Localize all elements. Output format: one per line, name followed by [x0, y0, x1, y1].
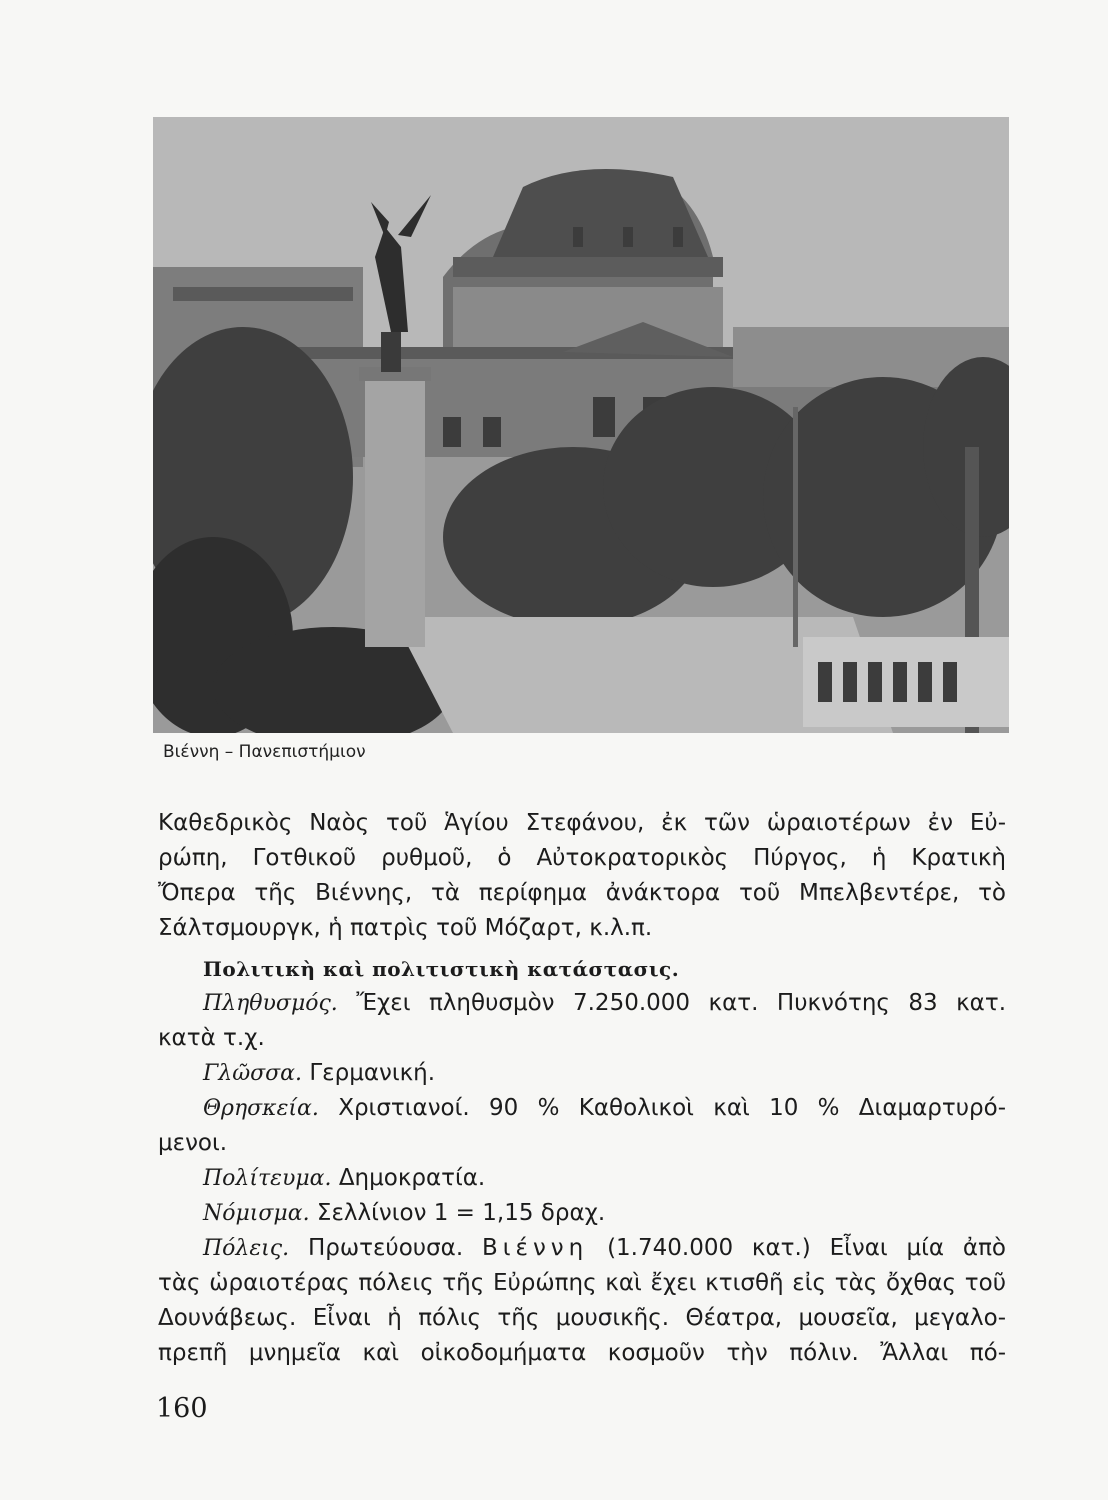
- government-text: Δημοκρατία.: [338, 1165, 486, 1191]
- paragraph-line: Ὄπερα τῆς Βιέννης, τὰ περίφημα ἀνάκτορα τοῦ Μπελβεντέρε, τὸ: [158, 880, 1006, 906]
- religion-continuation: μενοι.: [158, 1130, 228, 1156]
- paragraph-line: πρεπῆ μνημεῖα καὶ οἰκοδομήματα κοσμοῦν τὴν πόλιν. Ἄλλαι πό-: [158, 1340, 1006, 1366]
- paragraph-line: τὰς ὡραιοτέρας πόλεις τῆς Εὐρώπης καὶ ἔχει κτισθῆ εἰς τὰς ὄχθας τοῦ: [158, 1270, 1006, 1296]
- religion-line: [203, 1091, 1006, 1126]
- cities-label: Πόλεις.: [203, 1236, 290, 1261]
- government-label: Πολίτευμα.: [203, 1166, 332, 1191]
- cities-line: [203, 1231, 1006, 1266]
- religion-label: Θρησκεία.: [203, 1096, 319, 1121]
- population-continuation: κατὰ τ.χ.: [158, 1025, 265, 1051]
- government-line: [203, 1161, 1006, 1196]
- page-number: 160: [156, 1393, 208, 1424]
- paragraph-line: Σάλτσμουργκ, ἡ πατρὶς τοῦ Μόζαρτ, κ.λ.π.: [158, 915, 653, 941]
- photo-vienna-university: [153, 117, 1009, 733]
- section-heading: Πολιτικὴ καὶ πολιτιστικὴ κατάστασις.: [203, 957, 680, 981]
- currency-line: [203, 1196, 1006, 1231]
- photo-caption: Βιέννη – Πανεπιστήμιον: [163, 742, 366, 762]
- currency-text: Σελλίνιον 1 = 1,15 δραχ.: [316, 1200, 606, 1226]
- paragraph-line: Δουνάβεως. Εἶναι ἡ πόλις τῆς μουσικῆς. Θέατρα, μουσεῖα, μεγαλο-: [158, 1305, 1006, 1331]
- paragraph-line: ρώπη, Γοτθικοῦ ρυθμοῦ, ὁ Αὐτοκρατορικὸς Πύργος, ἡ Κρατικὴ: [158, 845, 1006, 871]
- language-text: Γερμανική.: [309, 1060, 436, 1086]
- population-text: Ἔχει πληθυσμὸν 7.250.000 κατ. Πυκνότης 83 κατ.: [356, 990, 1007, 1016]
- population-line: [203, 986, 1006, 1021]
- capital-name: Βιέννη: [481, 1235, 589, 1261]
- currency-label: Νόμισμα.: [203, 1201, 310, 1226]
- language-label: Γλῶσσα.: [203, 1061, 303, 1086]
- cities-post: (1.740.000 κατ.) Εἶναι μία ἀπὸ: [607, 1235, 1006, 1261]
- language-line: [203, 1056, 1006, 1091]
- cities-pre: Πρωτεύουσα.: [307, 1235, 464, 1261]
- population-label: Πληθυσμός.: [203, 991, 338, 1016]
- religion-text: Χριστιανοί. 90 % Καθολικοὶ καὶ 10 % Διαμαρτυρό-: [338, 1095, 1007, 1121]
- paragraph-line: Καθεδρικὸς Ναὸς τοῦ Ἁγίου Στεφάνου, ἐκ τῶν ὡραιοτέρων ἐν Εὐ-: [158, 810, 1006, 836]
